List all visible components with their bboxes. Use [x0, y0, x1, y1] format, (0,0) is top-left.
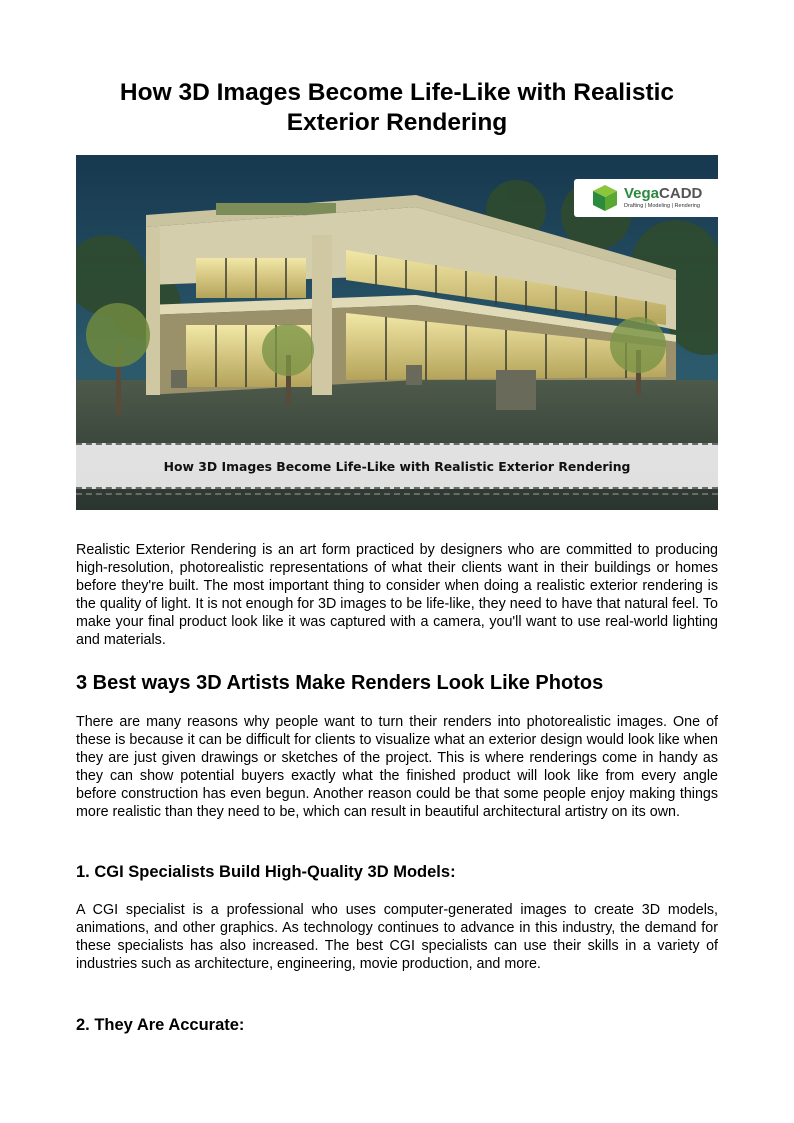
intro-paragraph: Realistic Exterior Rendering is an art form practiced by designers who are committed to producing high-resolution, photorealistic representations of what their clients want in their buildings or homes before they're built. The most important thing to consider when doing a realistic exterior rendering is the quality of light. It is not enough for 3D images to be life-like, they need to have that natural feel. To make your final product look like it was captured with a camera, you'll want to use real-world lighting and materials. — [76, 542, 718, 649]
page-title: How 3D Images Become Life-Like with Realistic Exterior Rendering — [119, 79, 675, 136]
logo-tagline: Drafting | Modeling | Rendering — [624, 203, 700, 209]
point1-heading: 1. CGI Specialists Build High-Quality 3D Models: — [76, 863, 456, 881]
section-paragraph: There are many reasons why people want to turn their renders into photorealistic images. One of these is because it can be difficult for clients to visualize what an exterior design would look like when they are just given drawings or sketches of the project. This is where renderings come in handy as they can show potential buyers exactly what the finished product will look like from every angle before construction has even begun. Another reason could be that some people enjoy making things more realistic than they need to be, which can result in beautiful architectural artistry on its own. — [76, 714, 718, 821]
point1-paragraph: A CGI specialist is a professional who uses computer-generated images to create 3D models, animations, and other graphics. As technology continues to advance in this industry, the demand for these specialists has also increased. The best CGI specialists can use their skills in a variety of industries such as architecture, engineering, movie production, and more. — [76, 902, 718, 973]
cube-logo-icon — [590, 183, 620, 213]
image-caption: How 3D Images Become Life-Like with Realistic Exterior Rendering — [163, 458, 631, 474]
image-caption-bar — [76, 443, 718, 489]
section-heading: 3 Best ways 3D Artists Make Renders Look Like Photos — [76, 672, 604, 694]
vegacadd-logo — [574, 179, 718, 217]
logo-brand-part1: Vega — [624, 185, 660, 202]
logo-brand-part2: CADD — [659, 185, 703, 202]
point2-heading: 2. They Are Accurate: — [76, 1016, 245, 1034]
hero-image — [76, 155, 718, 510]
caption-divider — [76, 493, 718, 495]
